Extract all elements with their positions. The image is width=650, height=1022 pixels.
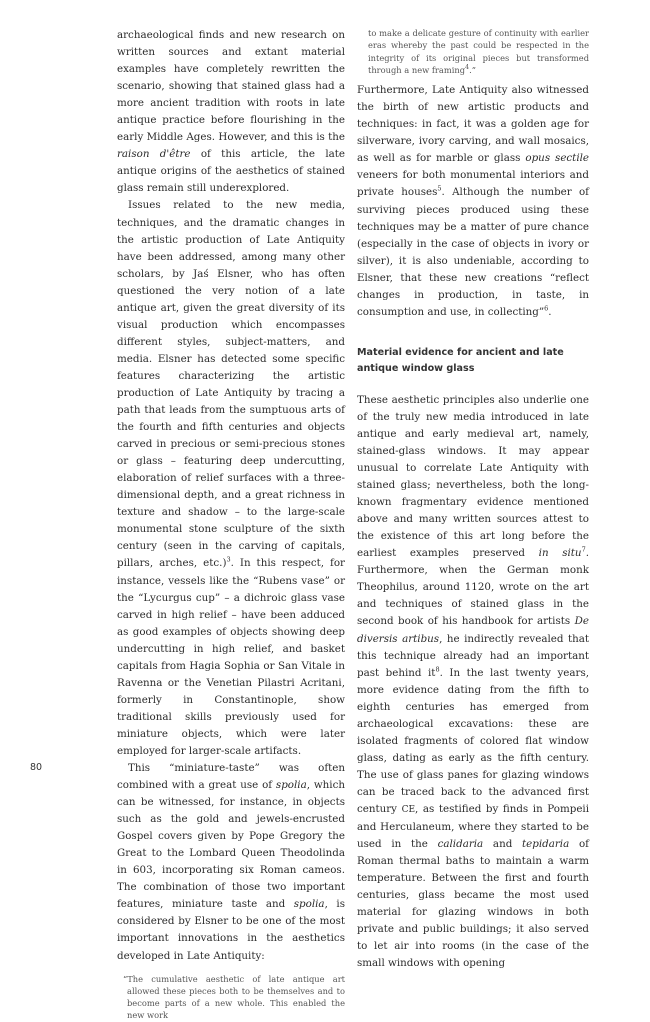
footnote-ref: 3 <box>226 556 231 565</box>
block-quote: “The cumulative aesthetic of late antique art allowed these pieces both to be themselves and to become parts of a new whole. This enabled the new work <box>123 973 345 1021</box>
paragraph <box>117 27 345 197</box>
italic-text: spolia <box>293 898 325 911</box>
text-run: , which can be witnessed, for instance, in objects such as the gold and jewels-encrusted Gospel covers given by Pope Gregory the Great to the Lombard Queen Theodolinda in 603, incorporating six Roman cameos. The combination of those two important features, miniature taste and <box>117 779 345 911</box>
text-run: veneers for both monumental interiors and private houses <box>357 169 589 199</box>
footnote-ref: 7 <box>581 545 586 554</box>
text-run: . <box>548 305 552 318</box>
text-run: of Roman thermal baths to maintain a warm temperature. Between the first and fourth centuries, glass became the most used material for glazing windows in both private and public buildings; it also served to let air into rooms (in the case of the small windows with opening <box>357 838 589 970</box>
text-run: . In the last twenty years, more evidence dating from the fifth to eighth centuries has emerged from archaeological excavations: these are isolated fragments of colored flat window glass, dating as early as the fifth century. The use of glass panes for glazing windows can be traced back to the advanced first century <box>357 666 590 815</box>
italic-text: De diversis artibus <box>357 615 589 645</box>
text-run: . In this respect, for instance, vessels like the “Rubens vase” or the “Lycurgus cup” – a dichroic glass vase carved in high relief – have been adduced as good examples of objects showing deep undercutting in high relief, and basket capitals from Hagia Sophia or San Vitale in Ravenna or the Venetian Pilastri Acritani, formerly in Constantinople, show traditional skills previously used for miniature objects, which were later employed for larger-scale artifacts. <box>117 557 345 757</box>
block-quote-continued <box>368 27 589 76</box>
text-run: , as testified by finds in Pompeii and Herculaneum, where they started to be used in the <box>357 802 589 851</box>
text-run: This “miniature-taste” was often combined with a great use of <box>117 762 345 792</box>
text-run: Furthermore, Late Antiquity also witnessed the birth of new artistic products and techniques: in fact, it was a golden age for silverware, ivory carving, and wall mosaics, as well as for marble or glass <box>357 84 589 165</box>
footnote-ref: 4 <box>465 63 470 72</box>
right-column <box>357 27 589 972</box>
italic-text: in situ <box>538 547 582 560</box>
text-run: These aesthetic principles also underlie one of the truly new media introduced in late antique and early medieval art, namely, stained-glass windows. It may appear unusual to correlate Late Antiquity with stained glass; nevertheless, both the long-known fragmentary evidence mentioned above and many written sources attest to the existence of this art long before the earliest examples preserved <box>357 393 589 560</box>
italic-text: tepidaria <box>522 838 570 851</box>
text-run: of this article, the late antique origins of the aesthetics of stained glass remain still underexplored. <box>117 148 345 195</box>
section-heading: Material evidence for ancient and late antique window glass <box>357 346 564 374</box>
text-run: . Although the number of surviving pieces produced using these techniques may be a matter of pure chance (especially in the case of objects in ivory or silver), it is also undeniable, according to Elsner, that these new creations “reflect changes in production, in taste, in consumption and use, in collecting” <box>357 186 589 318</box>
footnote-ref: 6 <box>544 304 549 313</box>
text-run: to make a delicate gesture of continuity with earlier eras whereby the past could be respected in the integrity of its original pieces but transformed through a new framing <box>368 28 589 75</box>
footnote-ref: 5 <box>437 185 442 194</box>
page-number: 80 <box>30 762 43 773</box>
italic-text: spolia <box>275 779 307 792</box>
paragraph <box>357 392 589 973</box>
text-run: .” <box>469 64 477 75</box>
paragraph <box>117 197 345 760</box>
text-run: , he indirectly revealed that this technique already had an important past behind it <box>357 632 589 679</box>
italic-text: opus sectile <box>525 152 590 165</box>
text-run: . Furthermore, when the German monk Theophilus, around 1120, wrote on the art and techniques of stained glass in the second book of his handbook for artists <box>357 547 589 628</box>
small-caps-text: CE <box>401 804 416 815</box>
left-column <box>117 27 345 1022</box>
paragraph <box>357 82 589 321</box>
italic-text: calidaria <box>437 838 484 851</box>
text-run: Issues related to the new media, techniques, and the dramatic changes in the artistic production of Late Antiquity have been addressed, among many other scholars, by Jaś Elsner, who has often questioned the very notion of a late antique art, given the great diversity of its visual production which encompasses different styles, subject-matters, and media. Elsner has detected some specific features characterizing the artistic production of Late Antiquity by tracing a path that leads from the sumptuous arts of the fourth and fifth centuries and objects carved in precious or semi-precious stones or glass – featuring deep undercutting, elaboration of relief surfaces with a three-dimensional depth, and a great richness in texture and shadow – to the large-scale monumental stone sculpture of the sixth century (seen in the carving of capitals, pillars, arches, etc.) <box>117 199 345 570</box>
text-run: and <box>483 838 523 851</box>
text-run: archaeological finds and new research on written sources and extant material examples have completely rewritten the scenario, showing that stained glass had a more ancient tradition with roots in late antique practice before flourishing in the early Middle Ages. However, and this is the <box>117 29 345 144</box>
text-run: , is considered by Elsner to be one of the most important innovations in the aesthetics developed in Late Antiquity: <box>117 898 346 962</box>
italic-text: raison d'être <box>117 148 191 161</box>
footnote-ref: 8 <box>435 665 440 674</box>
paragraph <box>117 760 345 965</box>
